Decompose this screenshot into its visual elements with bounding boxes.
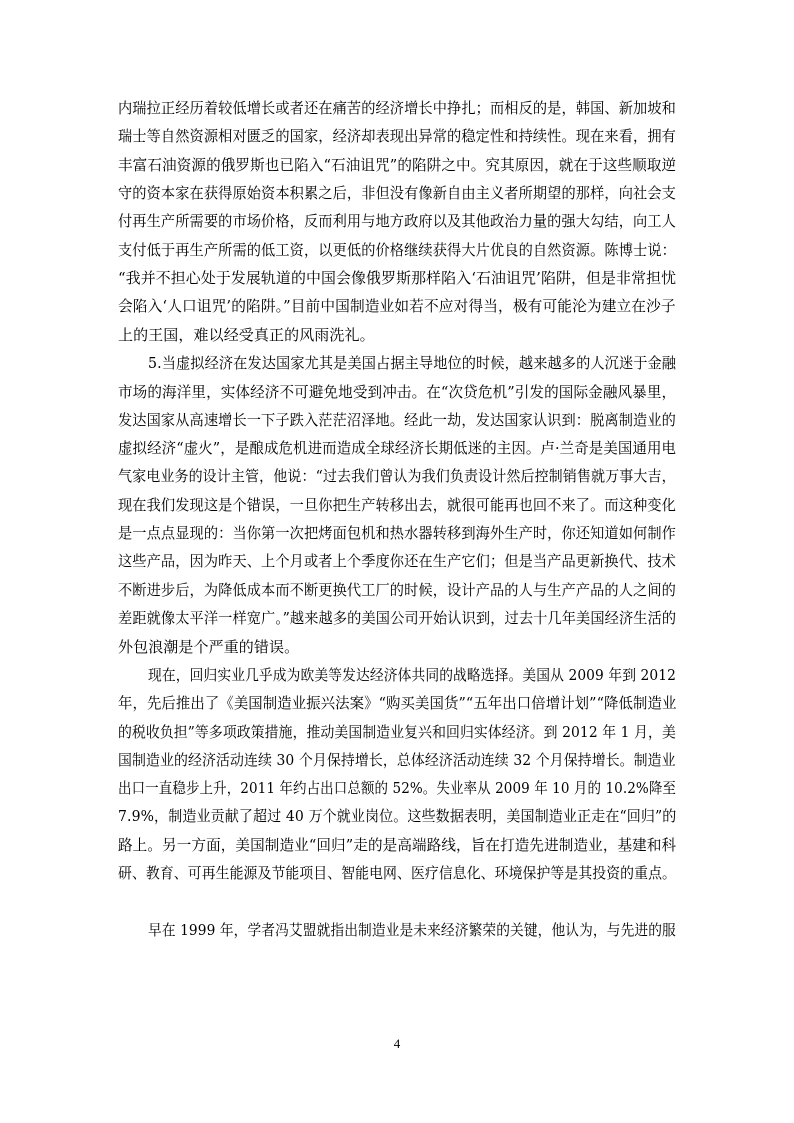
text-line: 内瑞拉正经历着较低增长或者还在痛苦的经济增长中挣扎；而相反的是，韩国、新加坡和	[118, 99, 676, 117]
text-line: 年，先后推出了《美国制造业振兴法案》“购买美国货”“五年出口倍增计划”“降低制造业	[118, 694, 677, 712]
text-line: 这些产品，因为昨天、上个月或者上个季度你还在生产它们；但是当产品更新换代、技术	[118, 552, 676, 570]
text-line: 差距就像太平洋一样宽广。”越来越多的美国公司开始认识到，过去十几年美国经济生活的	[118, 609, 677, 627]
text-line: 早在 1999 年，学者冯艾盟就指出制造业是未来经济繁荣的关键，他认为，与先进的服	[148, 921, 676, 939]
text-line: 支付低于再生产所需的低工资，以更低的价格继续获得大片优良的自然资源。陈博士说：	[118, 241, 676, 259]
text-line: 发达国家从高速增长一下子跌入茫茫沼泽地。经此一劫，发达国家认识到：脱离制造业的	[118, 411, 676, 429]
text-line: 路上。另一方面，美国制造业“回归”走的是高端路线，旨在打造先进制造业，基建和科	[118, 836, 677, 854]
text-line: 丰富石油资源的俄罗斯也已陷入“石油诅咒”的陷阱之中。究其原因，就在于这些顺取逆	[118, 156, 677, 174]
text-line: 会陷入‘人口诅咒’的陷阱。”目前中国制造业如若不应对得当，极有可能沦为建立在沙子	[118, 297, 676, 315]
text-line: 瑞士等自然资源相对匮乏的国家，经济却表现出异常的稳定性和持续性。现在来看，拥有	[118, 127, 676, 145]
text-line: 不断进步后，为降低成本而不断更换代工厂的时候，设计产品的人与生产产品的人之间的	[118, 581, 676, 599]
text-line: 付再生产所需要的市场价格，反而利用与地方政府以及其他政治力量的强大勾结，向工人	[118, 212, 676, 230]
text-line: 是一点点显现的：当你第一次把烤面包机和热水器转移到海外生产时，你还知道如何制作	[118, 524, 676, 542]
text-line: 5.当虚拟经济在发达国家尤其是美国占据主导地位的时候，越来越多的人沉迷于金融	[148, 354, 677, 372]
text-line: 上的王国，难以经受真正的风雨洗礼。	[118, 326, 375, 344]
text-line: 现在我们发现这是个错误，一旦你把生产转移出去，就很可能再也回不来了。而这种变化	[118, 496, 676, 514]
text-line: 守的资本家在获得原始资本积累之后，非但没有像新自由主义者所期望的那样，向社会支	[118, 184, 676, 202]
text-line: 现在，回归实业几乎成为欧美等发达经济体共同的战略选择。美国从 2009 年到 2012	[148, 666, 676, 684]
text-line: 外包浪潮是个严重的错误。	[118, 638, 300, 656]
text-line: 出口一直稳步上升，2011 年约占出口总额的 52%。失业率从 2009 年 10 月的 10.2%降至	[118, 779, 677, 797]
text-line: 市场的海洋里，实体经济不可避免地受到冲击。在“次贷危机”引发的国际金融风暴里，	[118, 383, 677, 401]
page-number: 4	[393, 1036, 401, 1051]
text-line: 的税收负担”等多项政策措施，推动美国制造业复兴和回归实体经济。到 2012 年 1 月，美	[118, 723, 676, 741]
text-line: 国制造业的经济活动连续 30 个月保持增长，总体经济活动连续 32 个月保持增长。制造业	[118, 751, 676, 769]
text-line: “我并不担心处于发展轨道的中国会像俄罗斯那样陷入‘石油诅咒’陷阱，但是非常担忧	[118, 269, 677, 287]
text-line: 气家电业务的设计主管，他说：“过去我们曾认为我们负责设计然后控制销售就万事大吉，	[118, 467, 676, 485]
text-line: 研、教育、可再生能源及节能项目、智能电网、医疗信息化、环境保护等是其投资的重点。	[118, 864, 676, 882]
text-line: 7.9%，制造业贡献了超过 40 万个就业岗位。这些数据表明，美国制造业正走在“回归”的	[118, 807, 677, 825]
text-line: 虚拟经济“虚火”，是酿成危机进而造成全球经济长期低迷的主因。卢·兰奇是美国通用电	[118, 439, 677, 457]
